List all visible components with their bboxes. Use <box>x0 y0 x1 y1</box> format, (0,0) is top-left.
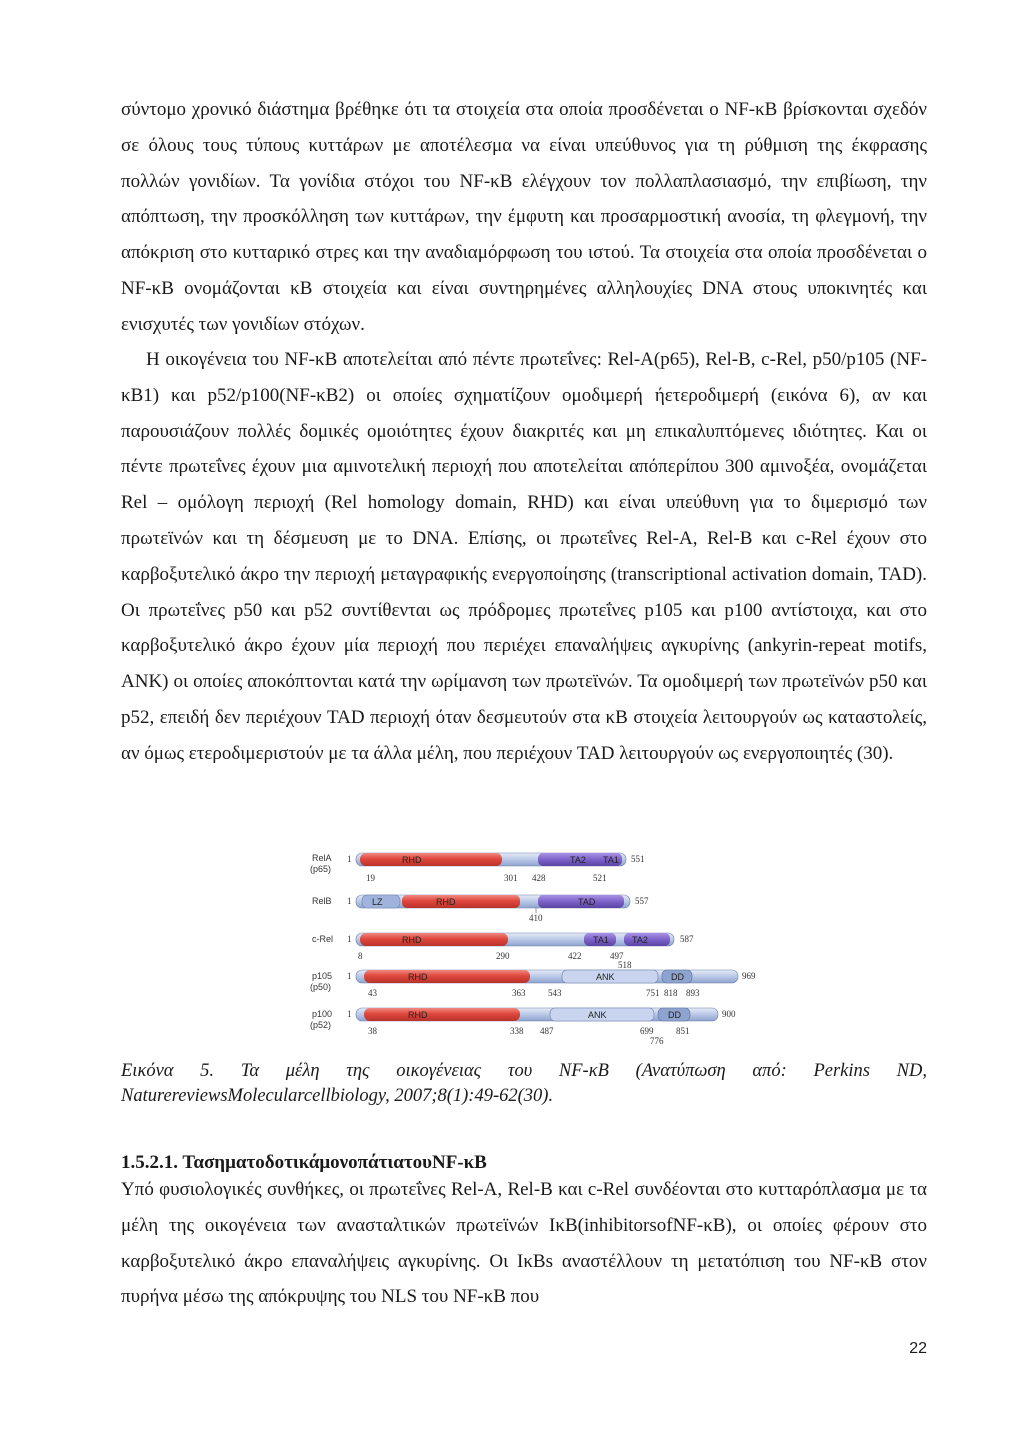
residue-position: 428 <box>532 873 546 883</box>
protein-label: RelB <box>312 896 332 906</box>
residue-position: 410 <box>529 913 543 923</box>
protein-sublabel: (p52) <box>310 1020 332 1030</box>
protein-label: c-Rel <box>312 934 334 944</box>
start-residue: 1 <box>347 854 352 864</box>
page-number: 22 <box>909 1340 927 1357</box>
domain-label: RHD <box>436 897 456 907</box>
residue-position: 893 <box>686 988 700 998</box>
rhd-domain <box>364 970 530 983</box>
domain-label: TA2 <box>632 935 648 945</box>
residue-position: 43 <box>368 988 377 998</box>
residue-position: 518 <box>618 960 632 970</box>
residue-position: 363 <box>512 988 526 998</box>
residue-position: 851 <box>676 1026 690 1036</box>
paragraph-2-text: Η οικογένεια του NF-κB αποτελείται από πέντε πρωτεΐνες: Rel-A(p65), Rel-B, c-Rel, p50/p105 (NF-κB1) και p52/p100(NF-κB2) οι οποίες σχηματίζουν ομοδιμερή ήετεροδιμερή (εικόνα 6), αν και παρουσιάζουν πολλές δομικές ομοιότητες έχουν διακριτές και μη επικαλυπτόμενες ιδιότητες. Και οι πέντε πρωτεΐνες έχουν μια αμινοτελική περιοχή που αποτελείται απόπερίπου 300 αμινοξέα, ονομάζεται Rel – ομόλογη περιοχή (Rel homology domain, RHD) και είναι υπεύθυνη για το διμερισμό των πρωτεϊνών και τη δέσμευση με το DNA. Επίσης, οι πρωτεΐνες Rel-A, Rel-B και c-Rel έχουν στο καρβοξυτελικό άκρο την περιοχή μεταγραφικής ενεργοποίησης (transcriptional activation domain, TAD). Οι πρωτεΐνες p50 και p52 συντίθενται ως πρόδρομες πρωτεΐνες p105 και p100 αντίστοιχα, και στο καρβοξυτελικό άκρο έχουν μία περιοχή που περιέχει επαναλήψεις αγκυρίνης (ankyrin-repeat motifs, ANK) οι οποίες αποκόπτονται κατά την ωρίμανση των πρωτεϊνών. Τα ομοδιμερή των πρωτεϊνών p50 και p52, επειδή δεν περιέχουν TAD περιοχή όταν δεσμευτούν στα κB στοιχεία λειτουργούν ως καταστολείς, αν όμως ετεροδιμεριστούν με τα άλλα μέλη, που περιέχουν TAD λειτουργούν ως ενεργοποιητές (30). <box>121 349 927 764</box>
domain-label: TA2 <box>570 855 586 865</box>
protein-sublabel: (p50) <box>310 982 332 992</box>
residue-position: 487 <box>540 1026 554 1036</box>
domain-label: RHD <box>408 1010 428 1020</box>
protein-p105 <box>310 970 756 998</box>
start-residue: 1 <box>347 971 352 981</box>
domain-label: RHD <box>402 935 422 945</box>
protein-sublabel: (p65) <box>310 864 332 874</box>
end-residue: 587 <box>680 934 694 944</box>
end-residue: 900 <box>722 1009 736 1019</box>
paragraph-3-text: Υπό φυσιολογικές συνθήκες, οι πρωτεΐνες Rel-A, Rel-B και c-Rel συνδέονται στο κυτταρόπλασμα με τα μέλη της οικογένεια των ανασταλτικών πρωτεϊνών IκB(inhibitorsofNF-κB), οι οποίες φέρουν στο καρβοξυτελικό άκρο επαναλήψεις αγκυρίνης. Οι IκBs αναστέλλουν τη μετατόπιση του NF-κB στον πυρήνα μέσω της απόκρυψης του NLS του NF-κB που <box>121 1179 927 1308</box>
domain-label: RHD <box>408 972 428 982</box>
paragraph-1 <box>121 92 927 343</box>
residue-position: 19 <box>366 873 375 883</box>
start-residue: 1 <box>347 896 352 906</box>
residue-position: 8 <box>358 951 363 961</box>
start-residue: 1 <box>347 934 352 944</box>
residue-position: 818 <box>664 988 678 998</box>
paragraph-1-text: σύντομο χρονικό διάστημα βρέθηκε ότι τα στοιχεία στα οποία προσδένεται ο NF-κB βρίσκονται σχεδόν σε όλους τους τύπους κυττάρων με αποτέλεσμα να είναι υπεύθυνος για τη ρύθμιση της έκφρασης πολλών γονιδίων. Τα γονίδια στόχοι του NF-κB ελέγχουν τον πολλαπλασιασμό, την επιβίωση, την απόπτωση, την προσκόλληση των κυττάρων, την έμφυτη και προσαρμοστική ανοσία, τη φλεγμονή, την απόκριση στο κυτταρικό στρες και την αναδιαμόρφωση του ιστού. Τα στοιχεία στα οποία προσδένεται ο NF-κB ονομάζονται κB στοιχεία και είναι συντηρημένες αλληλουχίες DNA στους υποκινητές και ενισχυτές των γονιδίων στόχων. <box>121 99 927 335</box>
protein-relb <box>312 895 649 923</box>
domain-label: DD <box>668 1010 681 1020</box>
domain-label: ANK <box>596 972 615 982</box>
residue-position: 776 <box>650 1036 664 1046</box>
section-heading: 1.5.2.1. ΤασηματοδοτικάμονοπάτιατουNF-κB <box>121 1152 487 1173</box>
domain-label: TA1 <box>593 935 609 945</box>
protein-label: p105 <box>312 971 333 981</box>
domain-label: RHD <box>402 855 422 865</box>
protein-rela <box>310 853 645 883</box>
protein-p100 <box>310 1008 736 1046</box>
residue-position: 521 <box>593 873 607 883</box>
nfkb-family-figure <box>300 845 780 1050</box>
end-residue: 551 <box>631 854 645 864</box>
protein-domain-diagram <box>300 845 780 1050</box>
end-residue: 969 <box>742 971 756 981</box>
residue-position: 751 <box>646 988 660 998</box>
end-residue: 557 <box>635 896 649 906</box>
residue-position: 290 <box>496 951 510 961</box>
domain-label: TAD <box>578 897 596 907</box>
protein-label: p100 <box>312 1009 333 1019</box>
protein-c-rel <box>312 933 694 970</box>
domain-label: LZ <box>372 897 383 907</box>
domain-label: ANK <box>588 1010 607 1020</box>
domain-label: TA1 <box>603 855 619 865</box>
paragraph-3 <box>121 1172 927 1315</box>
residue-position: 301 <box>504 873 518 883</box>
residue-position: 422 <box>568 951 582 961</box>
rhd-domain <box>360 933 508 946</box>
residue-position: 699 <box>640 1026 654 1036</box>
domain-label: DD <box>671 972 684 982</box>
rhd-domain <box>360 853 502 866</box>
residue-position: 497 <box>610 951 624 961</box>
start-residue: 1 <box>347 1009 352 1019</box>
residue-position: 38 <box>368 1026 377 1036</box>
protein-label: RelA <box>312 853 332 863</box>
figure-caption: Εικόνα 5. Τα μέλη της οικογένειας του NF-κB (Ανατύπωση από: Perkins ND, NaturereviewsMolecularcellbiology, 2007;8(1):49-62(30). <box>121 1061 927 1106</box>
rhd-domain <box>402 895 520 908</box>
rhd-domain <box>364 1008 520 1021</box>
paragraph-2 <box>121 342 927 772</box>
residue-position: 338 <box>510 1026 524 1036</box>
residue-position: 543 <box>548 988 562 998</box>
